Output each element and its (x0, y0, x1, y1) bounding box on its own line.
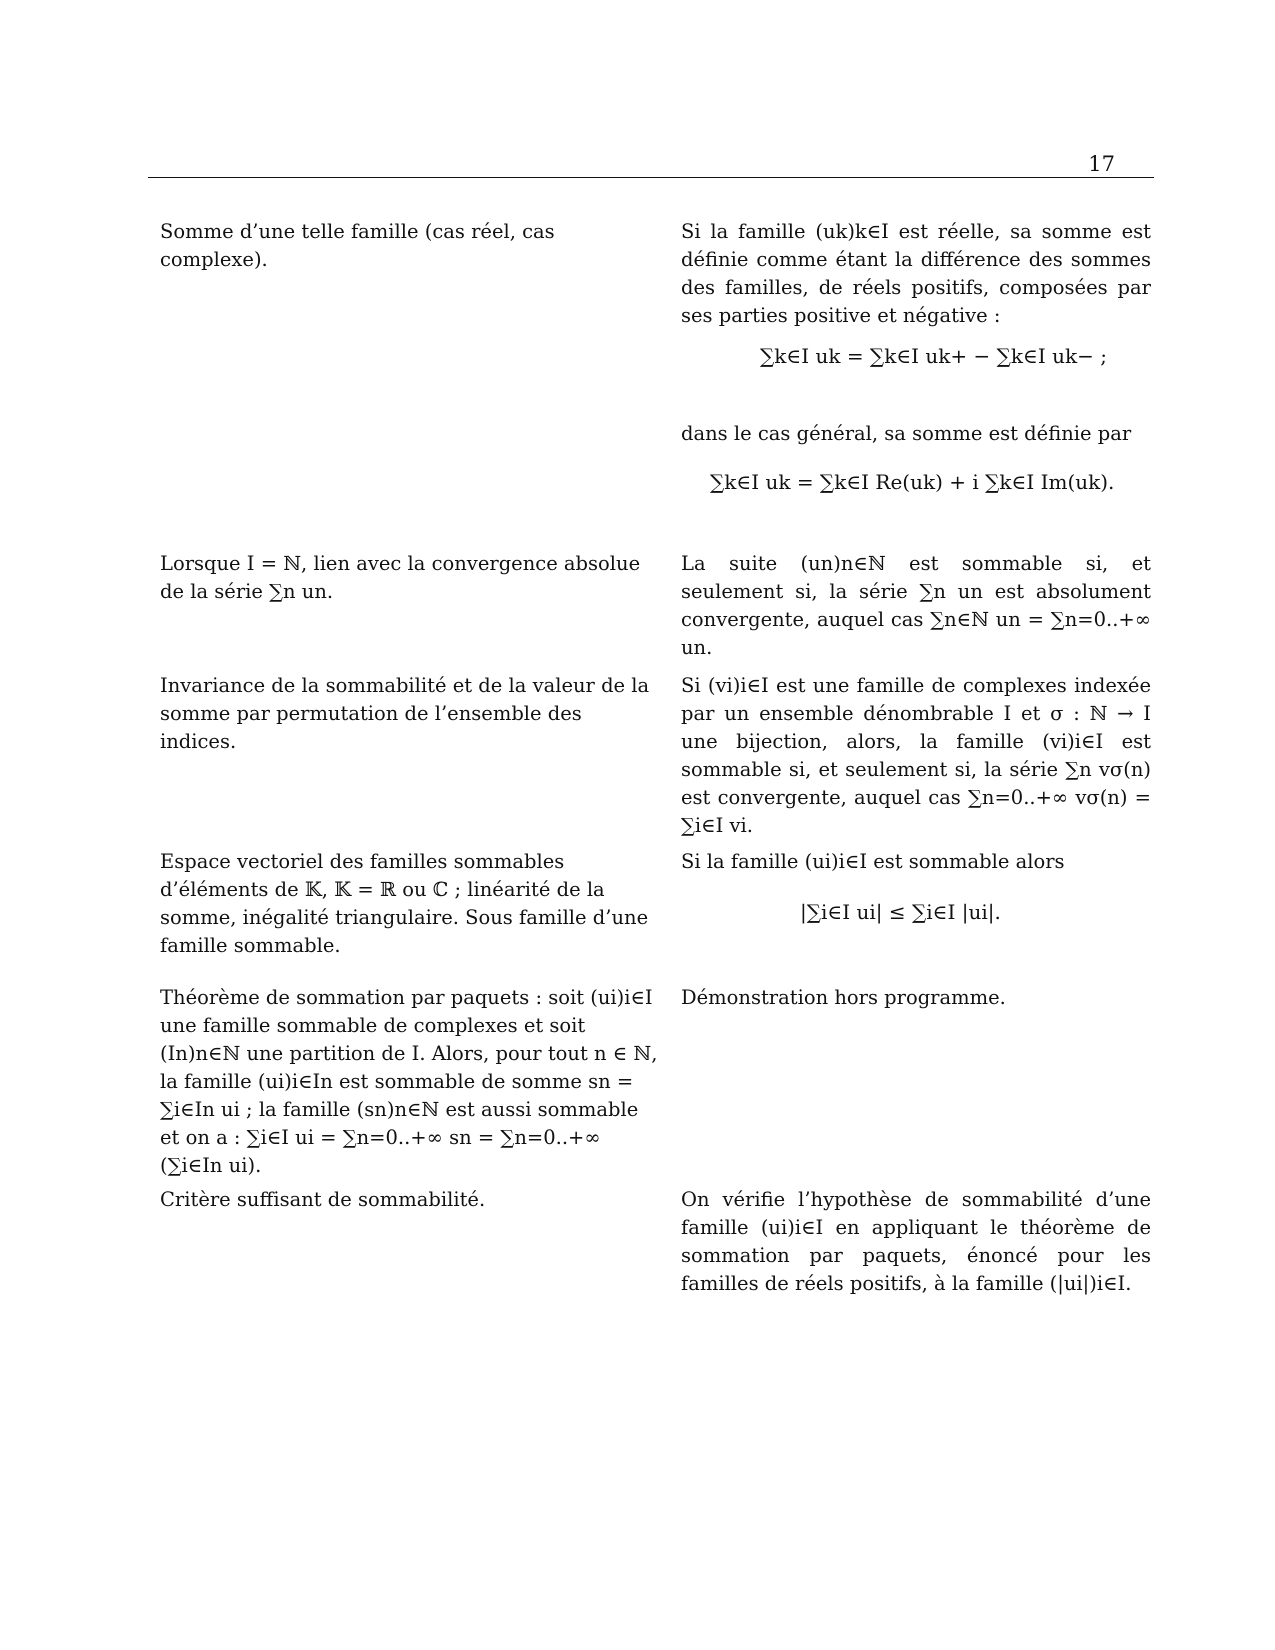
row-4-triangle-inequality: |∑i∈I ui| ≤ ∑i∈I |ui|. (800, 900, 1001, 924)
row-1-equation-complex: ∑k∈I uk = ∑k∈I Re(uk) + i ∑k∈I Im(uk). (710, 470, 1115, 494)
page-number: 17 (1088, 152, 1115, 176)
row-6-left-text: Critère suffisant de sommabilité. (160, 1188, 486, 1211)
row-3-left-text: Invariance de la sommabilité et de la valeur de la somme par permutation de l’ensemble des indices. (160, 674, 650, 753)
row-1-right-text: Si la famille (uk)k∈I est réelle, sa somme est définie comme étant la différence des sommes des familles, de réels positifs, composées par ses parties positive et négative : (681, 220, 1151, 327)
row-1-equation-real: ∑k∈I uk = ∑k∈I uk+ − ∑k∈I uk− ; (760, 344, 1107, 368)
header-rule (148, 177, 1154, 178)
row-4-right-text: Si la famille (ui)i∈I est sommable alors (681, 850, 1065, 873)
row-5-right-text: Démonstration hors programme. (681, 986, 1006, 1009)
row-2-right-text: La suite (un)n∈ℕ est sommable si, et seulement si, la série ∑n un est absolument convergente, auquel cas ∑n∈ℕ un = ∑n=0..+∞ un. (681, 552, 1151, 659)
row-2-left-text: Lorsque I = ℕ, lien avec la convergence absolue de la série ∑n un. (160, 552, 641, 603)
row-6-right-text: On vérifie l’hypothèse de sommabilité d’une famille (ui)i∈I en appliquant le théorème de sommation par paquets, énoncé pour les familles de réels positifs, à la famille (|ui|)i∈I. (681, 1188, 1151, 1295)
row-1-left-text: Somme d’une telle famille (cas réel, cas complexe). (160, 220, 555, 271)
row-3-right-text: Si (vi)i∈I est une famille de complexes indexée par un ensemble dénombrable I et σ : ℕ → I une bijection, alors, la famille (vi)i∈I est sommable si, et seulement si, la série ∑n vσ(n) est convergente, auquel cas ∑n=0..+∞ vσ(n) = ∑i∈I vi. (681, 674, 1151, 837)
row-5-left-text: Théorème de sommation par paquets : soit (ui)i∈I une famille sommable de complexes et soit (In)n∈ℕ une partition de I. Alors, pour tout n ∈ ℕ, la famille (ui)i∈In est sommable de somme sn = ∑i∈In ui ; la famille (sn)n∈ℕ est aussi sommable et on a : ∑i∈I ui = ∑n=0..+∞ sn = ∑n=0..+∞ (∑i∈In ui). (160, 986, 658, 1177)
row-1-right-text-general: dans le cas général, sa somme est définie par (681, 422, 1132, 445)
row-4-left-text: Espace vectoriel des familles sommables d’éléments de 𝕂, 𝕂 = ℝ ou ℂ ; linéarité de la somme, inégalité triangulaire. Sous famille d’une famille sommable. (160, 850, 649, 957)
